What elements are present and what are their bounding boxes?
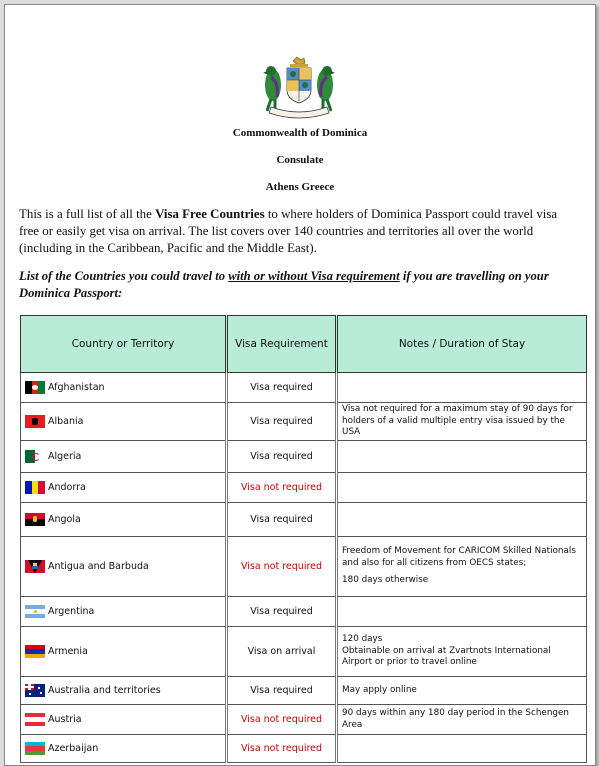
table-row — [21, 627, 587, 677]
country-cell — [21, 441, 227, 473]
notes-cell — [337, 677, 587, 705]
table-row — [21, 735, 587, 763]
country-name: Andorra — [48, 482, 86, 493]
visa-requirement: Visa required — [227, 441, 337, 473]
notes-cell — [337, 735, 587, 763]
country-name: Algeria — [48, 451, 82, 462]
country-cell — [21, 705, 227, 735]
notes-cell — [337, 597, 587, 627]
notes-cell — [337, 627, 587, 677]
notes-cell — [337, 373, 587, 403]
table-row — [21, 537, 587, 597]
country-name: Argentina — [48, 606, 95, 617]
header-city: Athens Greece — [265, 181, 335, 193]
lead-underline: with or without Visa requirement — [228, 269, 400, 283]
header-office: Consulate — [276, 154, 324, 166]
table-row — [21, 441, 587, 473]
visa-requirement: Visa not required — [227, 735, 337, 763]
header-country: Country or Territory — [21, 316, 227, 373]
note-text: Freedom of Movement for CARICOM Skilled Nationals and also for all citizens from OECS states; — [342, 546, 576, 568]
table-header-row — [21, 316, 587, 373]
antigua-flag — [25, 560, 45, 573]
table-row — [21, 705, 587, 735]
australia-flag — [25, 684, 45, 697]
notes-cell — [337, 473, 587, 503]
visa-requirement: Visa required — [227, 597, 337, 627]
table-row — [21, 373, 587, 403]
country-cell — [21, 537, 227, 597]
country-cell — [21, 473, 227, 503]
table-row — [21, 677, 587, 705]
visa-requirement: Visa not required — [227, 537, 337, 597]
visa-requirement: Visa required — [227, 403, 337, 441]
country-name: Afghanistan — [48, 382, 105, 393]
notes-cell — [337, 503, 587, 537]
visa-requirement: Visa required — [227, 677, 337, 705]
afghanistan-flag — [25, 381, 45, 394]
argentina-flag — [25, 605, 45, 618]
lead-paragraph — [19, 268, 579, 302]
visa-table — [20, 315, 587, 763]
header-requirement: Visa Requirement — [227, 316, 337, 373]
visa-requirement: Visa on arrival — [227, 627, 337, 677]
country-cell — [21, 373, 227, 403]
intro-paragraph — [19, 206, 579, 257]
angola-flag — [25, 513, 45, 526]
country-cell — [21, 627, 227, 677]
notes-cell — [337, 537, 587, 597]
country-cell — [21, 735, 227, 763]
armenia-flag — [25, 645, 45, 658]
dominica-coat-of-arms — [257, 55, 341, 121]
table-row — [21, 403, 587, 441]
visa-requirement: Visa not required — [227, 473, 337, 503]
header-country: Commonwealth of Dominica — [232, 127, 368, 139]
country-name: Armenia — [48, 646, 88, 657]
header-notes: Notes / Duration of Stay — [337, 316, 587, 373]
albania-flag — [25, 415, 45, 428]
country-cell — [21, 503, 227, 537]
visa-requirement: Visa required — [227, 373, 337, 403]
note-text: 90 days within any 180 day period in the Schengen Area — [342, 708, 569, 730]
algeria-flag — [25, 450, 45, 463]
intro-bold: Visa Free Countries — [155, 207, 265, 221]
table-row — [21, 473, 587, 503]
country-cell — [21, 597, 227, 627]
lead-text-1: List of the Countries you could travel to — [19, 269, 229, 283]
andorra-flag — [25, 481, 45, 494]
note-text: May apply online — [342, 684, 417, 695]
notes-cell — [337, 403, 587, 441]
country-name: Albania — [48, 416, 84, 427]
country-name: Australia and territories — [48, 685, 161, 696]
table-row — [21, 597, 587, 627]
intro-text-1: This is a full list of all the — [19, 207, 156, 221]
visa-requirement: Visa not required — [227, 705, 337, 735]
country-name: Antigua and Barbuda — [48, 561, 149, 572]
note-text: 120 days — [342, 634, 383, 645]
country-name: Austria — [48, 714, 82, 725]
notes-cell — [337, 441, 587, 473]
note-text: 180 days otherwise — [342, 575, 429, 586]
country-cell — [21, 403, 227, 441]
document-page — [4, 4, 596, 766]
country-cell — [21, 677, 227, 705]
azerbaijan-flag — [25, 742, 45, 755]
table-row — [21, 503, 587, 537]
visa-requirement: Visa required — [227, 503, 337, 537]
notes-cell — [337, 705, 587, 735]
austria-flag — [25, 713, 45, 726]
country-name: Azerbaijan — [48, 743, 99, 754]
note-text: Obtainable on arrival at Zvartnots International Airport or prior to travel online — [342, 645, 551, 668]
lead-text-2: if you are travelling on your Dominica Passport: — [19, 269, 549, 300]
intro-text-2: to where holders of Dominica Passport could travel visa free or easily get visa on arrival. The list covers over 140 countries and territories all over the world (including in the Caribbean, Pacific and the Middle East). — [19, 207, 558, 255]
note-text: Visa not required for a maximum stay of 90 days for holders of a valid multiple entry visa issued by the USA — [342, 404, 573, 438]
country-name: Angola — [48, 514, 81, 525]
